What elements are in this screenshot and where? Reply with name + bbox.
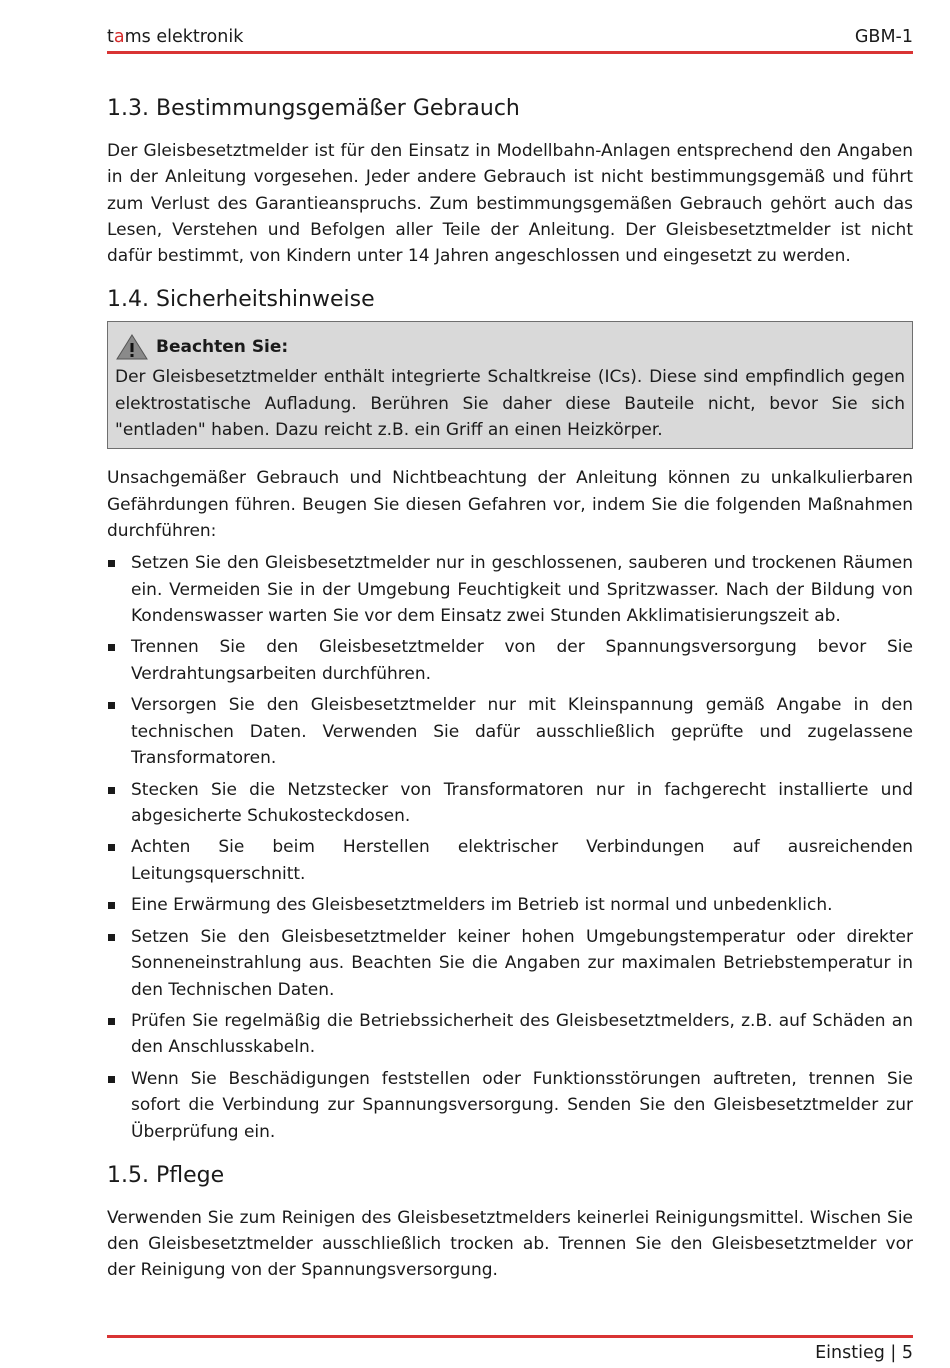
bullet-square-icon bbox=[108, 1076, 115, 1083]
list-item-text: Eine Erwärmung des Gleisbesetztmelders im Betrieb ist normal und unbedenklich. bbox=[131, 895, 833, 916]
section-heading: 1.4. Sicherheitshinweise bbox=[107, 287, 375, 313]
document-code: GBM-1 bbox=[854, 27, 913, 47]
notice-text: Der Gleisbesetztmelder enthält integrierte Schaltkreise (ICs). Diese sind empfindlich gegen elektrostatische Aufladung. Berühren Sie daher diese Bauteile nicht, bevor Sie sich "entladen" haben. Dazu reicht z.B. ein Griff an einen Heizkörper. bbox=[115, 367, 905, 441]
list-item-text: Achten Sie beim Herstellen elektrischer Verbindungen auf ausreichenden Leitungsquerschnitt. bbox=[131, 837, 913, 884]
notice-title bbox=[115, 332, 905, 362]
list-item bbox=[107, 634, 913, 687]
bullet-square-icon bbox=[108, 787, 115, 794]
notice-box bbox=[107, 321, 913, 449]
bullet-square-icon bbox=[108, 702, 115, 709]
bullet-square-icon bbox=[108, 844, 115, 851]
brand-prefix: t bbox=[107, 27, 114, 47]
page-header bbox=[107, 27, 913, 51]
list-item bbox=[107, 1008, 913, 1061]
footer-rule bbox=[107, 1335, 913, 1338]
header-rule bbox=[107, 51, 913, 54]
brand-accent-letter: a bbox=[113, 27, 125, 47]
list-item bbox=[107, 550, 913, 629]
bullet-square-icon bbox=[108, 644, 115, 651]
section-heading: 1.5. Pflege bbox=[107, 1162, 225, 1188]
list-item bbox=[107, 692, 913, 771]
section-safety bbox=[107, 283, 913, 1144]
list-item-text: Stecken Sie die Netzstecker von Transformatoren nur in fachgerecht installierte und abgesicherte Schukosteckdosen. bbox=[131, 779, 913, 826]
bullet-square-icon bbox=[108, 902, 115, 909]
section-paragraph: Unsachgemäßer Gebrauch und Nichtbeachtung der Anleitung können zu unkalkulierbaren Gefährdungen führen. Beugen Sie diesen Gefahren vor, indem Sie die folgenden Maßnahmen durchführen: bbox=[107, 468, 913, 541]
section-intended-use bbox=[107, 92, 913, 269]
warning-triangle-icon bbox=[116, 334, 148, 360]
section-care bbox=[107, 1159, 913, 1284]
safety-bullet-list bbox=[107, 550, 913, 1145]
brand-name bbox=[107, 27, 243, 47]
brand-suffix: ms elektronik bbox=[124, 27, 244, 47]
section-paragraph: Der Gleisbesetztmelder ist für den Einsatz in Modellbahn-Anlagen entsprechend den Angaben in der Anleitung vorgesehen. Jeder andere Gebrauch ist nicht bestimmungsgemäß und führt zum Verlust des Garantieanspruchs. Zum bestimmungsgemäßen Gebrauch gehört auch das Lesen, Verstehen und Befolgen aller Teile der Anleitung. Der Gleisbesetztmelder ist nicht dafür bestimmt, von Kindern unter 14 Jahren angeschlossen und eingesetzt zu werden. bbox=[107, 141, 913, 267]
page-footer: Einstieg | 5 bbox=[815, 1343, 913, 1363]
section-heading: 1.3. Bestimmungsgemäßer Gebrauch bbox=[107, 96, 520, 121]
section-paragraph: Verwenden Sie zum Reinigen des Gleisbesetztmelders keinerlei Reinigungsmittel. Wischen Sie den Gleisbesetztmelder ausschließlich trocken ab. Trennen Sie den Gleisbesetztmelder vor der Reinigung von der Spannungsversorgung. bbox=[107, 1207, 913, 1281]
list-item bbox=[107, 924, 913, 1003]
list-item bbox=[107, 834, 913, 887]
bullet-square-icon bbox=[108, 934, 115, 941]
notice-title-text: Beachten Sie: bbox=[156, 337, 289, 358]
bullet-square-icon bbox=[108, 1018, 115, 1025]
list-item-text: Prüfen Sie regelmäßig die Betriebssicherheit des Gleisbesetztmelders, z.B. auf Schäden an den Anschlusskabeln. bbox=[131, 1011, 913, 1058]
list-item-text: Setzen Sie den Gleisbesetztmelder nur in geschlossenen, sauberen und trockenen Räumen ein. Vermeiden Sie in der Umgebung Feuchtigkeit und Spritzwasser. Nach der Bildung von Kondenswasser warten Sie vor dem Einsatz zwei Stunden Akklimatisierungszeit ab. bbox=[131, 553, 913, 626]
list-item bbox=[107, 892, 913, 918]
list-item-text: Versorgen Sie den Gleisbesetztmelder nur mit Kleinspannung gemäß Angabe in den technischen Daten. Verwenden Sie dafür ausschließlich geprüfte und zugelassene Transformatoren. bbox=[131, 695, 913, 768]
list-item-text: Setzen Sie den Gleisbesetztmelder keiner hohen Umgebungstemperatur oder direkter Sonneneinstrahlung aus. Beachten Sie die Angaben zur maximalen Betriebstemperatur in den Technischen Daten. bbox=[131, 926, 913, 1000]
page-content bbox=[107, 92, 913, 1298]
list-item bbox=[107, 1066, 913, 1145]
bullet-square-icon bbox=[108, 560, 115, 567]
list-item bbox=[107, 777, 913, 830]
list-item-text: Wenn Sie Beschädigungen feststellen oder Funktionsstörungen auftreten, trennen Sie sofort die Verbindung zur Spannungsversorgung. Senden Sie den Gleisbesetztmelder zur Überprüfung ein. bbox=[131, 1068, 913, 1142]
list-item-text: Trennen Sie den Gleisbesetztmelder von der Spannungsversorgung bevor Sie Verdrahtungsarbeiten durchführen. bbox=[131, 637, 913, 684]
